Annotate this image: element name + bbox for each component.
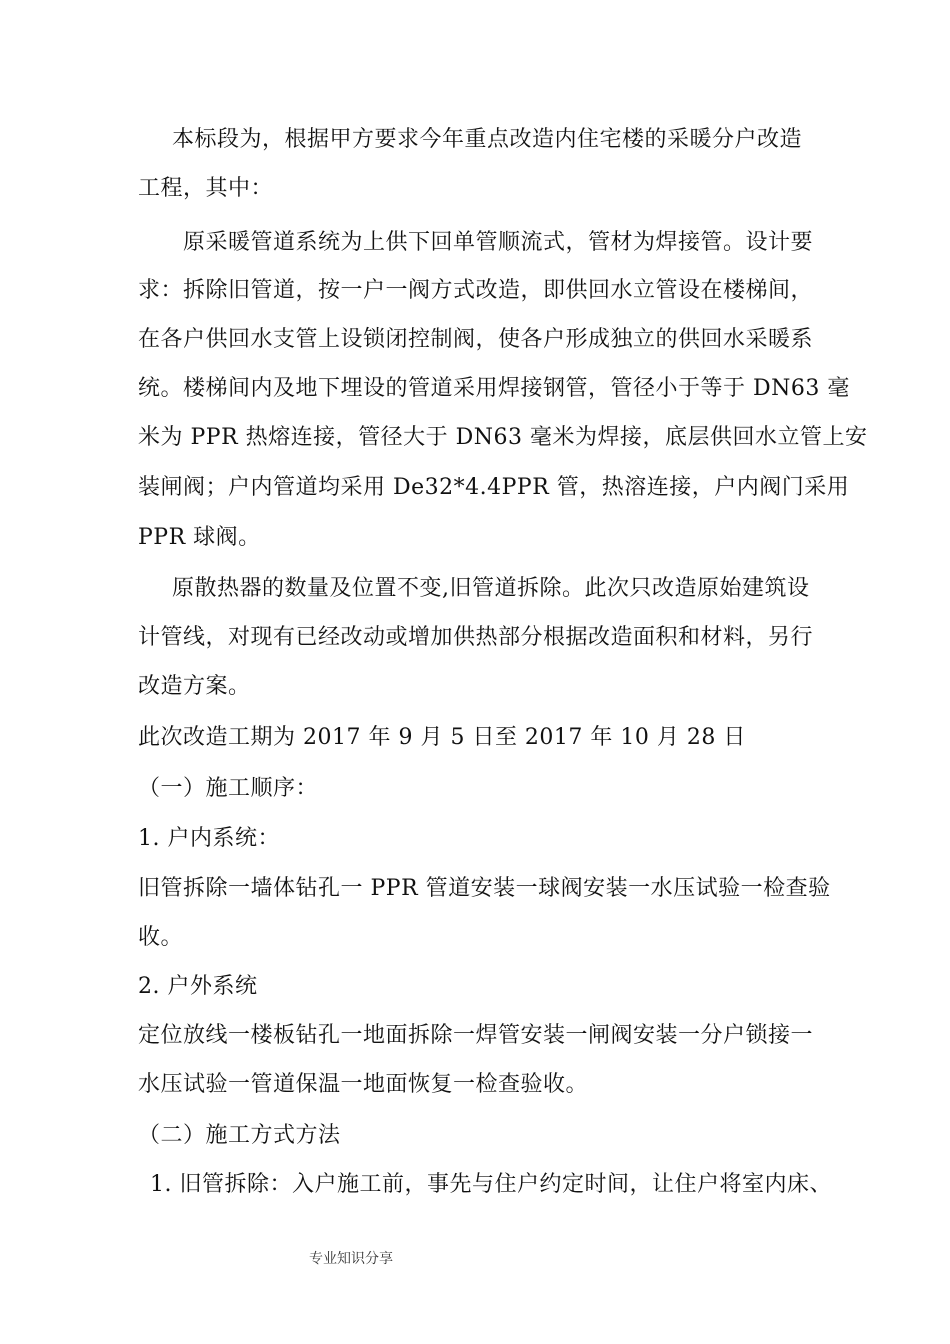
text-line-2: 工程，其中： (138, 176, 274, 201)
text-line-10: 原散热器的数量及位置不变,旧管道拆除。此次只改造原始建筑设 (172, 576, 810, 601)
text-line-11: 计管线，对现有已经改动或增加供热部分根据改造面积和材料，另行 (138, 625, 814, 650)
subheading-1: 1. 户内系统： (138, 826, 280, 851)
text-line-9: PPR 球阀。 (138, 525, 261, 550)
text-line-7: 米为 PPR 热熔连接，管径大于 DN63 毫米为焊接，底层供回水立管上安 (138, 425, 868, 450)
text-line-12: 改造方案。 (138, 674, 251, 699)
section-heading-2: （二）施工方式方法 (138, 1123, 341, 1148)
text-line-22: 1. 旧管拆除：入户施工前，事先与住户约定时间，让住户将室内床、 (150, 1172, 832, 1197)
text-line-3: 原采暖管道系统为上供下回单管顺流式，管材为焊接管。设计要 (183, 230, 814, 255)
text-line-17: 收。 (138, 925, 184, 950)
text-line-19: 定位放线一楼板钻孔一地面拆除一焊管安装一闸阀安装一分户锁接一 (138, 1023, 814, 1048)
text-line-5: 在各户供回水支管上设锁闭控制阀，使各户形成独立的供回水采暖系 (138, 327, 814, 352)
text-line-4: 求：拆除旧管道，按一户一阀方式改造，即供回水立管设在楼梯间， (138, 278, 814, 303)
text-line-6: 统。楼梯间内及地下埋设的管道采用焊接钢管，管径小于等于 DN63 毫 (138, 376, 850, 401)
section-heading-1: （一）施工顺序： (138, 776, 319, 801)
text-line-13: 此次改造工期为 2017 年 9 月 5 日至 2017 年 10 月 28 日 (138, 725, 746, 750)
text-line-8: 装闸阀；户内管道均采用 De32*4.4PPR 管，热溶连接，户内阀门采用 (138, 475, 850, 500)
text-line-16: 旧管拆除一墙体钻孔一 PPR 管道安装一球阀安装一水压试验一检查验 (138, 876, 831, 901)
page-footer: 专业知识分享 (309, 1251, 393, 1267)
subheading-2: 2. 户外系统 (138, 974, 258, 999)
text-line-20: 水压试验一管道保温一地面恢复一检查验收。 (138, 1072, 589, 1097)
text-line-1: 本标段为，根据甲方要求今年重点改造内住宅楼的采暖分户改造 (172, 127, 803, 152)
